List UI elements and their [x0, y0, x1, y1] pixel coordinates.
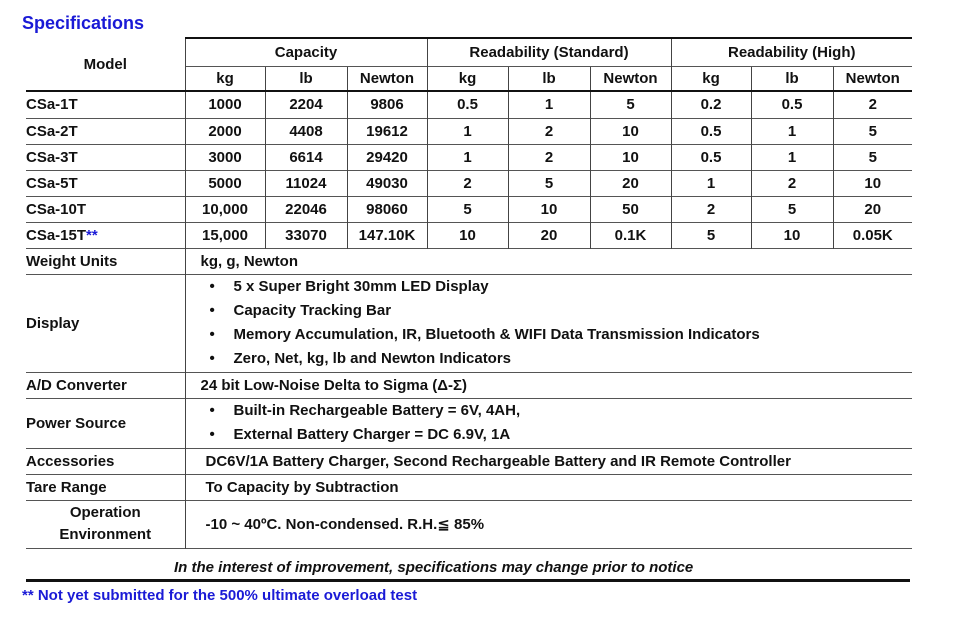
table-cell: 1	[508, 91, 590, 118]
table-cell: 0.2	[671, 91, 751, 118]
header-capacity: Capacity	[185, 38, 427, 66]
spec-value: 24 bit Low-Noise Delta to Sigma (Δ-Σ)	[185, 372, 912, 398]
model-name: CSa-3T	[26, 144, 185, 170]
page-title: Specifications	[22, 13, 145, 33]
unit-header: Newton	[347, 66, 427, 91]
unit-header: kg	[185, 66, 265, 91]
bullet-icon: •	[209, 426, 215, 443]
table-cell: 22046	[265, 196, 347, 222]
table-cell: 1	[751, 118, 833, 144]
spec-row-environment	[26, 500, 912, 548]
spec-row-accessories	[26, 448, 912, 474]
spec-row-ad-converter	[26, 372, 912, 398]
table-cell: 0.05K	[833, 222, 912, 248]
spec-value	[185, 274, 912, 372]
table-cell: 11024	[265, 170, 347, 196]
table-cell: 10,000	[185, 196, 265, 222]
table-cell: 147.10K	[347, 222, 427, 248]
spec-row-tare-range	[26, 474, 912, 500]
table-cell: 0.5	[427, 91, 508, 118]
table-cell: 2	[833, 91, 912, 118]
bullet-icon: •	[209, 326, 215, 343]
table-row	[26, 222, 912, 248]
table-cell: 1	[427, 144, 508, 170]
table-cell: 2	[508, 118, 590, 144]
table-cell: 10	[590, 144, 671, 170]
table-cell: 1	[671, 170, 751, 196]
table-cell: 20	[508, 222, 590, 248]
bullet-icon: •	[209, 278, 215, 295]
footnote: ** Not yet submitted for the 500% ultimate overload test	[22, 587, 418, 604]
table-cell: 6614	[265, 144, 347, 170]
unit-header: kg	[427, 66, 508, 91]
table-cell: 2204	[265, 91, 347, 118]
table-cell: 49030	[347, 170, 427, 196]
list-item: • Capacity Tracking Bar	[186, 299, 913, 323]
table-cell: 50	[590, 196, 671, 222]
footnote-mark: **	[86, 226, 98, 244]
list-item: • External Battery Charger = DC 6.9V, 1A	[186, 423, 913, 447]
table-cell: 0.1K	[590, 222, 671, 248]
list-item: • Built-in Rechargeable Battery = 6V, 4AH,	[186, 399, 913, 423]
table-cell: 19612	[347, 118, 427, 144]
model-name: CSa-2T	[26, 118, 185, 144]
table-cell: 10	[751, 222, 833, 248]
bullet-icon: •	[209, 302, 215, 319]
model-name: CSa-10T	[26, 196, 185, 222]
list-item: • Zero, Net, kg, lb and Newton Indicators	[186, 347, 913, 371]
table-cell: 15,000	[185, 222, 265, 248]
unit-header: lb	[751, 66, 833, 91]
spec-label: Accessories	[26, 448, 185, 474]
list-item: • Memory Accumulation, IR, Bluetooth & WIFI Data Transmission Indicators	[186, 323, 913, 347]
spec-value: kg, g, Newton	[185, 248, 912, 274]
spec-row-weight-units	[26, 248, 912, 274]
unit-header: lb	[265, 66, 347, 91]
model-name: CSa-5T	[26, 170, 185, 196]
table-bottom-rule	[26, 548, 912, 550]
table-row	[26, 196, 912, 222]
spec-table	[26, 37, 912, 550]
spec-row-power-source	[26, 398, 912, 448]
display-list	[186, 275, 913, 371]
table-cell: 5	[427, 196, 508, 222]
power-list	[186, 399, 913, 447]
spec-row-display	[26, 274, 912, 372]
table-cell: 2	[508, 144, 590, 170]
spec-label: Display	[26, 274, 185, 372]
spec-label: A/D Converter	[26, 372, 185, 398]
table-cell: 2	[671, 196, 751, 222]
spec-value: DC6V/1A Battery Charger, Second Rechargeable Battery and IR Remote Controller	[185, 448, 912, 474]
table-cell: 5	[751, 196, 833, 222]
table-cell: 5000	[185, 170, 265, 196]
header-row-1	[26, 38, 912, 66]
table-cell: 4408	[265, 118, 347, 144]
table-cell: 5	[833, 144, 912, 170]
model-name: CSa-1T	[26, 91, 185, 118]
table-cell: 5	[590, 91, 671, 118]
table-cell: 5	[508, 170, 590, 196]
table-cell: 1000	[185, 91, 265, 118]
header-readability-high: Readability (High)	[671, 38, 912, 66]
table-cell: 2	[751, 170, 833, 196]
bullet-icon: •	[209, 402, 215, 419]
model-name	[26, 222, 185, 248]
spec-label: Power Source	[26, 398, 185, 448]
table-cell: 29420	[347, 144, 427, 170]
unit-header: kg	[671, 66, 751, 91]
table-cell: 2	[427, 170, 508, 196]
spec-label: Operation Environment	[26, 500, 185, 548]
table-cell: 0.5	[671, 144, 751, 170]
spec-value: To Capacity by Subtraction	[185, 474, 912, 500]
table-cell: 9806	[347, 91, 427, 118]
unit-header: Newton	[590, 66, 671, 91]
table-cell: 0.5	[671, 118, 751, 144]
table-row	[26, 91, 912, 118]
unit-header: Newton	[833, 66, 912, 91]
table-cell: 1	[751, 144, 833, 170]
table-row	[26, 118, 912, 144]
table-cell: 10	[833, 170, 912, 196]
header-readability-standard: Readability (Standard)	[427, 38, 671, 66]
bottom-divider	[26, 579, 910, 582]
header-model: Model	[83, 55, 127, 73]
table-cell: 10	[590, 118, 671, 144]
table-cell: 2000	[185, 118, 265, 144]
spec-value: -10 ~ 40ºC. Non-condensed. R.H.≦ 85%	[185, 500, 912, 548]
spec-label: Weight Units	[26, 248, 185, 274]
table-cell: 0.5	[751, 91, 833, 118]
table-cell: 5	[833, 118, 912, 144]
table-cell: 33070	[265, 222, 347, 248]
table-cell: 10	[508, 196, 590, 222]
spec-label: Tare Range	[26, 474, 185, 500]
table-row	[26, 170, 912, 196]
table-cell: 5	[671, 222, 751, 248]
table-cell: 3000	[185, 144, 265, 170]
table-row	[26, 144, 912, 170]
bullet-icon: •	[209, 350, 215, 367]
list-item: • 5 x Super Bright 30mm LED Display	[186, 275, 913, 299]
table-cell: 98060	[347, 196, 427, 222]
unit-header: lb	[508, 66, 590, 91]
spec-value	[185, 398, 912, 448]
improvement-note: In the interest of improvement, specifications may change prior to notice	[174, 559, 694, 576]
table-cell: 10	[427, 222, 508, 248]
table-cell: 20	[833, 196, 912, 222]
table-cell: 1	[427, 118, 508, 144]
model-name-text: CSa-15T	[26, 226, 87, 244]
table-cell: 20	[590, 170, 671, 196]
